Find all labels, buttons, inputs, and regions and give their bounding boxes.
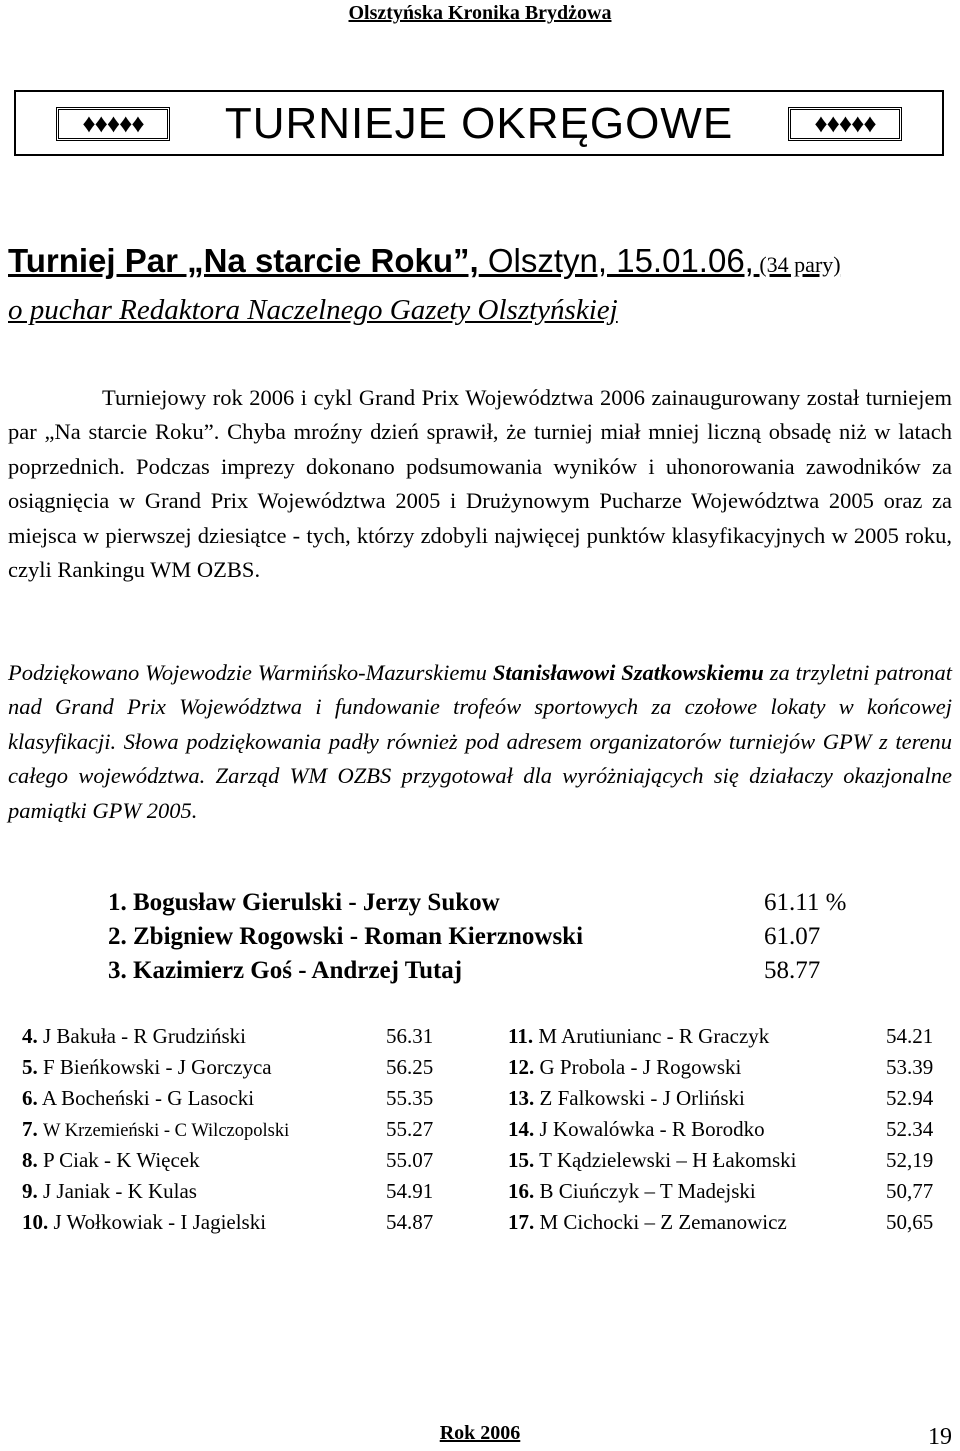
result-pair: J Janiak - K Kulas (43, 1179, 197, 1203)
result-place: 1. (108, 889, 127, 916)
result-place: 12. (508, 1055, 535, 1079)
result-score: 55.35 (386, 1086, 434, 1110)
event-pairs-count: (34 pary) (753, 252, 841, 277)
magazine-header: Olsztyńska Kronika Brydżowa (348, 2, 612, 24)
result-score: 54.21 (886, 1024, 934, 1048)
result-pair: P Ciak - K Więcek (43, 1148, 200, 1172)
result-row (22, 1052, 452, 1083)
event-place-date: Olsztyn, 15.01.06, (478, 242, 754, 279)
result-score: 54.87 (386, 1210, 434, 1234)
section-title-box (14, 90, 944, 156)
result-pair: J Wołkowiak - I Jagielski (53, 1210, 267, 1234)
result-place: 3. (108, 957, 127, 984)
result-place: 7. (22, 1117, 38, 1141)
result-score: 61.11 % (764, 889, 847, 916)
result-place: 8. (22, 1148, 38, 1172)
result-pair: W Krzemieński - C Wilczopolski (43, 1121, 290, 1141)
result-place: 5. (22, 1055, 38, 1079)
result-pair: J Kowalówka - R Borodko (539, 1117, 765, 1141)
result-row (508, 1176, 948, 1207)
result-row (22, 1176, 452, 1207)
footer-year: Rok 2006 (439, 1422, 521, 1444)
result-row (108, 954, 868, 988)
podium-results (108, 886, 868, 988)
result-score: 61.07 (764, 923, 821, 950)
result-score: 56.25 (386, 1055, 434, 1079)
result-score: 53.39 (886, 1055, 934, 1079)
result-pair: Z Falkowski - J Orliński (539, 1086, 745, 1110)
result-pair: A Bocheński - G Lasocki (41, 1086, 255, 1110)
result-pair: M Arutiunianc - R Graczyk (538, 1024, 770, 1048)
result-score: 52,19 (886, 1148, 934, 1172)
result-place: 2. (108, 923, 127, 950)
result-score: 56.31 (386, 1024, 434, 1048)
result-pair: G Probola - J Rogowski (539, 1055, 742, 1079)
result-pair: F Bieńkowski - J Gorczyca (43, 1055, 272, 1079)
result-place: 11. (508, 1024, 534, 1048)
result-score: 50,65 (886, 1210, 934, 1234)
result-place: 15. (508, 1148, 535, 1172)
result-score: 52.94 (886, 1086, 934, 1110)
result-row (22, 1114, 452, 1145)
results-column-right (508, 1021, 948, 1238)
event-name: Turniej Par „Na starcie Roku”, (8, 242, 479, 279)
result-place: 6. (22, 1086, 38, 1110)
event-title (8, 242, 841, 281)
result-row (22, 1083, 452, 1114)
result-place: 16. (508, 1179, 535, 1203)
result-score: 54.91 (386, 1179, 434, 1203)
page-number: 19 (928, 1424, 952, 1450)
result-score: 50,77 (886, 1179, 934, 1203)
result-row (108, 920, 868, 954)
result-pair: Bogusław Gierulski - Jerzy Sukow (133, 889, 500, 916)
results-column-left (22, 1021, 452, 1238)
diamond-suit-icon: ♦♦♦♦♦ (56, 107, 170, 141)
result-score: 55.07 (386, 1148, 434, 1172)
result-place: 17. (508, 1210, 535, 1234)
result-place: 13. (508, 1086, 535, 1110)
result-place: 14. (508, 1117, 535, 1141)
result-row (22, 1207, 452, 1238)
result-row (22, 1021, 452, 1052)
thanks-intro: Podziękowano Wojewodzie Warmińsko-Mazurskiemu (8, 660, 493, 685)
result-place: 4. (22, 1024, 38, 1048)
paragraph-intro: Turniejowy rok 2006 i cykl Grand Prix Województwa 2006 zainaugurowany został turniejem par „Na starcie Roku”. Chyba mroźny dzień sprawił, że turniej miał mniej liczną obsadę niż w latach poprzednich. Podczas imprezy dokonano podsumowania wyników i uhonorowania zawodników za osiągnięcia w Grand Prix Województwa 2005 i Drużynowym Pucharze Województwa 2005 oraz za miejsca w pierwszej dziesiątce - tych, którzy zdobyli najwięcej punktów klasyfikacyjnych w 2005 roku, czyli Rankingu WM OZBS. (8, 385, 952, 583)
result-row (508, 1021, 948, 1052)
result-score: 58.77 (764, 957, 821, 984)
result-row (508, 1052, 948, 1083)
result-pair: B Ciuńczyk – T Madejski (539, 1179, 756, 1203)
result-pair: Zbigniew Rogowski - Roman Kierznowski (133, 923, 584, 950)
section-title: TURNIEJE OKRĘGOWE (224, 99, 734, 148)
result-row (508, 1207, 948, 1238)
result-row (22, 1145, 452, 1176)
result-pair: T Kądzielewski – H Łakomski (539, 1148, 797, 1172)
result-place: 9. (22, 1179, 38, 1203)
result-pair: M Cichocki – Z Zemanowicz (539, 1210, 787, 1234)
result-score: 52.34 (886, 1117, 934, 1141)
result-row (508, 1083, 948, 1114)
diamond-suit-icon: ♦♦♦♦♦ (788, 107, 902, 141)
thanks-name: Stanisławowi Szatkowskiemu (492, 660, 764, 685)
result-row (508, 1145, 948, 1176)
result-row (108, 886, 868, 920)
result-score: 55.27 (386, 1117, 434, 1141)
result-pair: J Bakuła - R Grudziński (43, 1024, 246, 1048)
result-place: 10. (22, 1210, 49, 1234)
thanks-rest: za trzyletni patronat nad Grand Prix Województwa i fundowanie trofeów sportowych za czołowe lokaty w końcowej klasyfikacji. Słowa podziękowania padły również pod adresem organizatorów turniejów GPW z terenu całego województwa. Zarząd WM OZBS przygotował dla wyróżniających się działaczy okazjonalne pamiątki GPW 2005. (8, 660, 953, 823)
paragraph-thanks (8, 656, 952, 828)
result-row (508, 1114, 948, 1145)
event-subtitle: o puchar Redaktora Naczelnego Gazety Olsztyńskiej (8, 294, 618, 326)
result-pair: Kazimierz Goś - Andrzej Tutaj (133, 957, 463, 984)
